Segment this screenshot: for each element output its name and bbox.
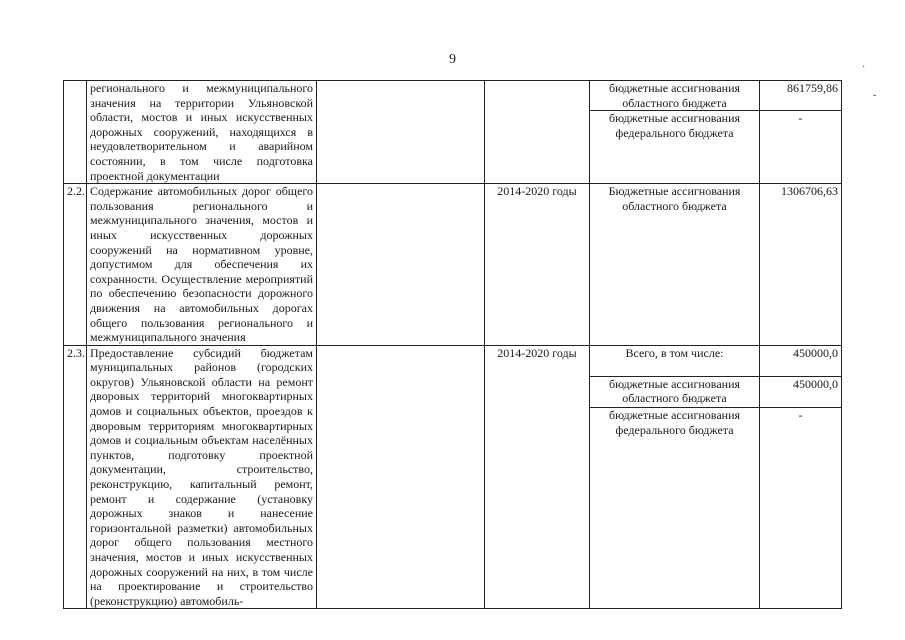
executor-cell — [317, 345, 485, 609]
term-cell — [485, 81, 590, 184]
table-row — [64, 184, 842, 346]
activity-name: Содержание автомобильных дорог общего пользования регионального и межмуниципального значения, мостов и иных искусственных дорожных сооружений на нормативном уровне, допустимом для обеспечения их сохранности. Осуществление мероприятий по обеспечению безопасности дорожного движения на автомобильных дорогах общего пользования регионального и межмуниципального значения — [87, 184, 317, 346]
funding-amount: - — [760, 408, 842, 609]
funding-amount: 450000,0 — [760, 345, 842, 376]
funding-amount: 450000,0 — [760, 376, 842, 407]
term-cell: 2014-2020 годы — [485, 184, 590, 346]
activity-name: регионального и межмуниципального значения на территории Ульяновской области, мостов и иных искусственных дорожных сооружений, находящихся в неудовлетворительном и аварийном состоянии, в том числе подготовка проектной документации — [87, 81, 317, 184]
program-activities-table — [63, 80, 842, 609]
table-row — [64, 81, 842, 111]
scan-speck: - — [873, 90, 877, 101]
executor-cell — [317, 81, 485, 184]
funding-source: бюджетные ассигнования федерального бюджета — [590, 111, 760, 184]
funding-source: бюджетные ассигнования областного бюджета — [590, 376, 760, 407]
funding-amount: 861759,86 — [760, 81, 842, 111]
scan-speck: · — [862, 62, 866, 73]
funding-amount: - — [760, 111, 842, 184]
funding-source: бюджетные ассигнования федерального бюджета — [590, 408, 760, 609]
activity-name: Предоставление субсидий бюджетам муниципальных районов (городских округов) Ульяновской области на ремонт дворовых территорий многоквартирных домов и социальных объектов, проездов к дворовым территориям многоквартирных домов и социальным объектам населённых пунктов, подготовку проектной документации, строительство, реконструкцию, капитальный ремонт, ремонт и содержание (установку дорожных знаков и нанесение горизонтальной разметки) автомобильных дорог общего пользования местного значения, мостов и иных искусственных дорожных сооружений на них, в том числе на проектирование и строительство (реконструкцию) автомобиль- — [87, 345, 317, 609]
funding-source: Бюджетные ассигнования областного бюджета — [590, 184, 760, 346]
funding-source: бюджетные ассигнования областного бюджета — [590, 81, 760, 111]
row-number: 2.2. — [64, 184, 87, 346]
page-number: 9 — [449, 52, 456, 67]
funding-source: Всего, в том числе: — [590, 345, 760, 376]
term-cell: 2014-2020 годы — [485, 345, 590, 609]
row-number — [64, 81, 87, 184]
row-number: 2.3. — [64, 345, 87, 609]
executor-cell — [317, 184, 485, 346]
funding-amount: 1306706,63 — [760, 184, 842, 346]
table-row — [64, 345, 842, 376]
